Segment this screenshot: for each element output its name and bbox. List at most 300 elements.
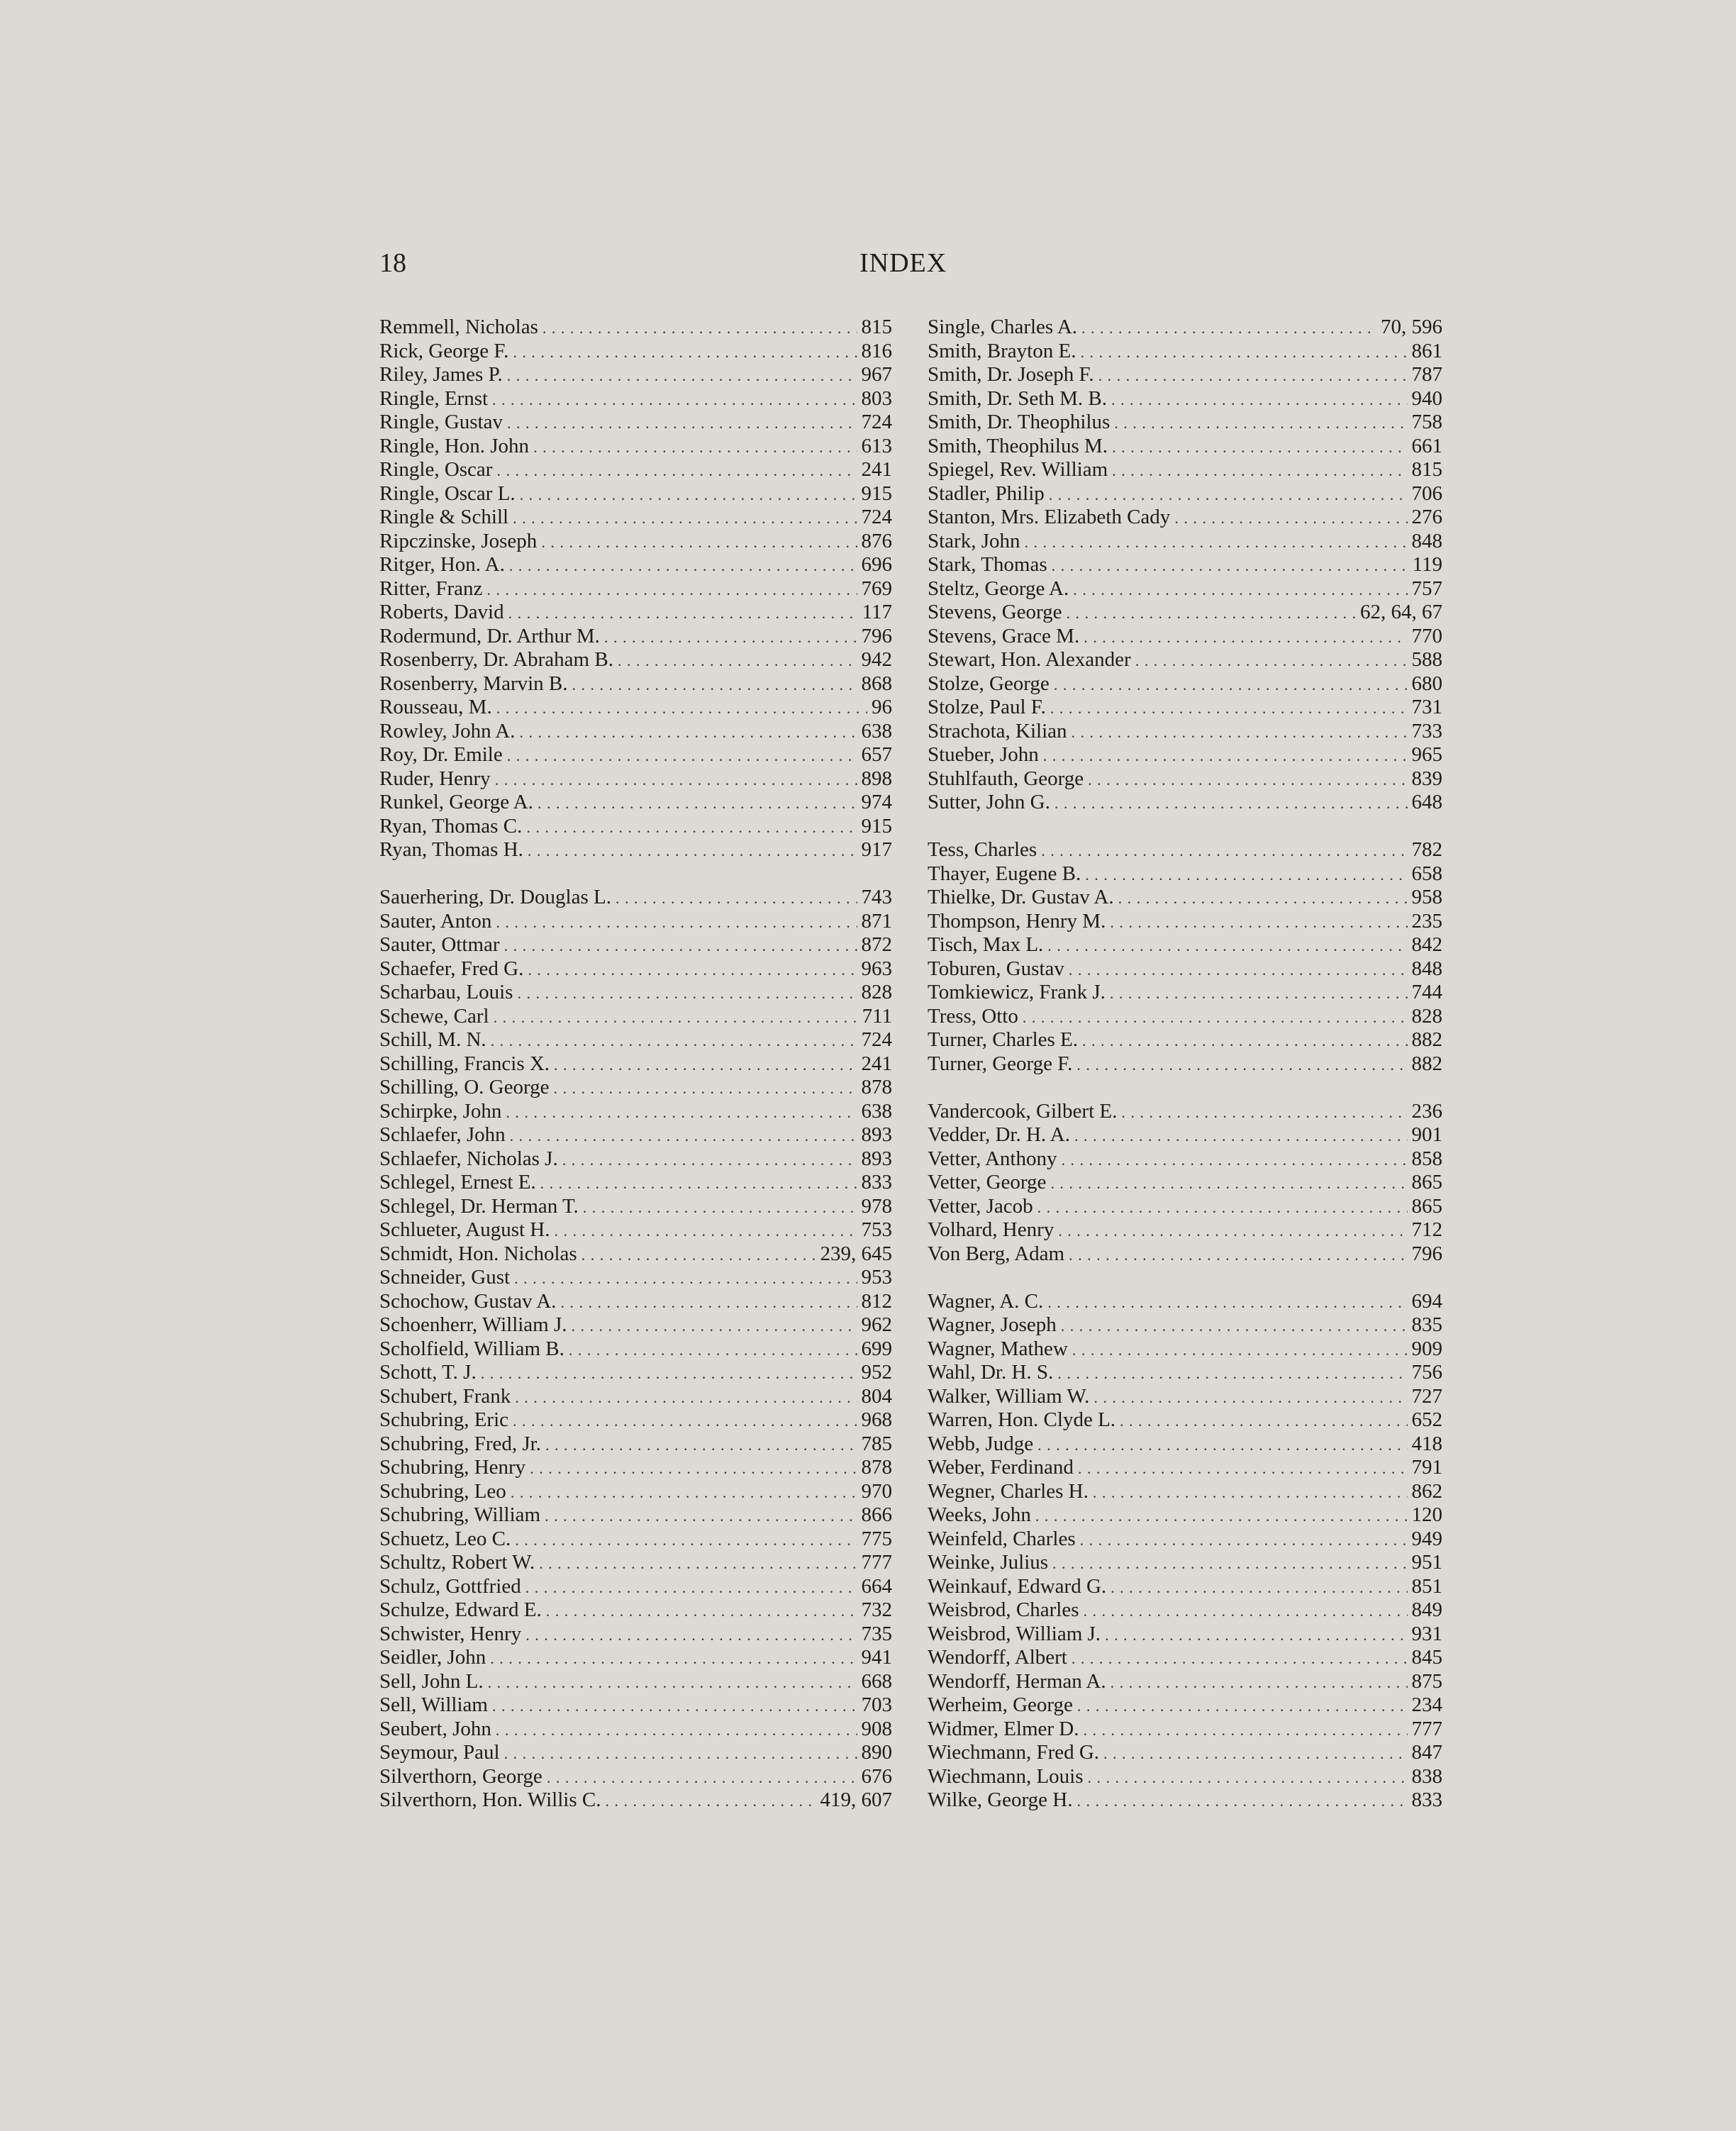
- index-entry: [928, 363, 1442, 387]
- dot-leader: [513, 506, 857, 530]
- dot-leader: [1049, 483, 1408, 507]
- index-entry: [928, 791, 1442, 815]
- dot-leader: [1084, 1599, 1408, 1623]
- entry-pages: 871: [861, 909, 892, 933]
- dot-leader: [1098, 364, 1408, 388]
- index-entry: [379, 1171, 892, 1195]
- entry-pages: 699: [861, 1337, 892, 1360]
- entry-pages: 842: [1411, 933, 1442, 956]
- dot-leader: [554, 1053, 857, 1077]
- entry-name: Turner, Charles E.: [928, 1028, 1079, 1051]
- dot-leader: [1069, 958, 1408, 982]
- entry-pages: 787: [1411, 363, 1442, 386]
- index-entry: [379, 411, 892, 435]
- entry-name: Sauerhering, Dr. Douglas L.: [379, 886, 611, 908]
- entry-name: Ringle, Oscar: [379, 458, 493, 481]
- dot-leader: [525, 1576, 857, 1600]
- entry-name: Ringle, Ernst: [379, 386, 489, 410]
- entry-pages: 828: [861, 981, 892, 1003]
- entry-pages: 775: [861, 1527, 892, 1550]
- section-gap: [379, 862, 892, 886]
- section-gap: [928, 815, 1442, 839]
- dot-leader: [495, 768, 857, 792]
- index-entry: [928, 506, 1442, 530]
- dot-leader: [504, 934, 857, 958]
- index-entry: [379, 1123, 892, 1147]
- entry-name: Tisch, Max L.: [928, 933, 1044, 956]
- index-entry: [379, 1242, 892, 1267]
- entry-name: Sauter, Ottmar: [379, 933, 500, 956]
- entry-name: Schubring, William: [379, 1503, 541, 1526]
- dot-leader: [1061, 1314, 1408, 1338]
- index-entry: [379, 1575, 892, 1599]
- entry-name: Smith, Theophilus M.: [928, 434, 1108, 457]
- index-entry: [928, 1337, 1442, 1362]
- dot-leader: [1078, 1457, 1408, 1481]
- dot-leader: [1082, 1029, 1407, 1053]
- index-entry: [928, 387, 1442, 411]
- entry-name: Schmidt, Hon. Nicholas: [379, 1242, 577, 1265]
- dot-leader: [507, 364, 857, 388]
- index-entry: [379, 1788, 892, 1813]
- index-entry: [379, 387, 892, 411]
- entry-name: Seidler, John: [379, 1646, 486, 1669]
- entry-pages: 878: [861, 1456, 892, 1479]
- dot-leader: [1076, 1789, 1407, 1813]
- entry-pages: 952: [861, 1361, 892, 1384]
- dot-leader: [1061, 1148, 1407, 1172]
- index-entry: [928, 340, 1442, 364]
- entry-pages: 858: [1411, 1147, 1442, 1170]
- entry-pages: 872: [861, 933, 892, 956]
- entry-name: Scharbau, Louis: [379, 981, 513, 1003]
- entry-name: Schirpke, John: [379, 1099, 502, 1123]
- dot-leader: [533, 435, 857, 460]
- entry-pages: 588: [1411, 648, 1442, 671]
- dot-leader: [507, 744, 857, 768]
- entry-name: Silverthorn, George: [379, 1764, 542, 1788]
- index-entry: [379, 1503, 892, 1528]
- entry-pages: 234: [1411, 1693, 1442, 1716]
- index-entry: [928, 672, 1442, 696]
- entry-pages: 849: [1411, 1598, 1442, 1621]
- entry-name: Scholfield, William B.: [379, 1337, 564, 1360]
- dot-leader: [1054, 673, 1408, 697]
- entry-name: Weber, Ferdinand: [928, 1456, 1074, 1479]
- index-entry: [379, 1765, 892, 1789]
- index-entry: [928, 1741, 1442, 1765]
- index-entry: [928, 577, 1442, 601]
- entry-pages: 970: [861, 1479, 892, 1503]
- dot-leader: [582, 1243, 816, 1267]
- index-entry: [379, 625, 892, 649]
- entry-pages: 712: [1411, 1218, 1442, 1241]
- index-entry: [379, 577, 892, 601]
- entry-name: Wendorff, Herman A.: [928, 1669, 1106, 1693]
- entry-pages: 117: [862, 601, 892, 623]
- entry-name: Schwister, Henry: [379, 1622, 522, 1645]
- entry-pages: 812: [861, 1289, 892, 1313]
- dot-leader: [1111, 388, 1408, 412]
- entry-name: Schulze, Edward E.: [379, 1598, 542, 1621]
- entry-name: Schlueter, August H.: [379, 1218, 550, 1241]
- index-entry: [379, 482, 892, 506]
- entry-pages: 833: [1411, 1788, 1442, 1811]
- index-entry: [379, 720, 892, 744]
- index-entry: [379, 1361, 892, 1385]
- index-entry: [379, 957, 892, 981]
- entry-name: Ritger, Hon. A.: [379, 553, 505, 576]
- entry-name: Ringle, Oscar L.: [379, 482, 516, 505]
- entry-pages: 239, 645: [820, 1242, 892, 1265]
- entry-pages: 838: [1411, 1764, 1442, 1788]
- entry-pages: 848: [1411, 529, 1442, 552]
- entry-pages: 890: [861, 1741, 892, 1764]
- index-entry: [928, 767, 1442, 791]
- index-entry: [928, 435, 1442, 459]
- dot-leader: [519, 720, 857, 745]
- entry-name: Schlegel, Ernest E.: [379, 1171, 536, 1194]
- dot-leader: [547, 1766, 857, 1790]
- entry-name: Ringle, Hon. John: [379, 434, 530, 457]
- entry-name: Schlaefer, John: [379, 1123, 506, 1146]
- index-entry: [928, 411, 1442, 435]
- dot-leader: [1076, 1053, 1407, 1077]
- dot-leader: [515, 1528, 857, 1552]
- entry-pages: 236: [1411, 1099, 1442, 1123]
- dot-leader: [1037, 1196, 1408, 1220]
- entry-name: Wendorff, Albert: [928, 1646, 1067, 1669]
- entry-name: Roberts, David: [379, 601, 504, 623]
- dot-leader: [542, 316, 857, 340]
- section-gap: [928, 1076, 1442, 1100]
- dot-leader: [1055, 791, 1408, 816]
- dot-leader: [511, 1481, 857, 1505]
- entry-name: Schubring, Leo: [379, 1479, 506, 1503]
- index-entry: [928, 1147, 1442, 1172]
- entry-pages: 777: [861, 1551, 892, 1574]
- entry-name: Toburen, Gustav: [928, 957, 1064, 980]
- dot-leader: [1080, 1528, 1408, 1552]
- index-entry: [379, 672, 892, 696]
- entry-name: Stolze, George: [928, 672, 1050, 695]
- entry-pages: 915: [861, 814, 892, 838]
- index-entry: [379, 1456, 892, 1480]
- index-entry: [928, 316, 1442, 340]
- index-entry: [379, 553, 892, 577]
- dot-leader: [507, 411, 857, 435]
- entry-name: Schill, M. N.: [379, 1028, 486, 1051]
- dot-leader: [1025, 530, 1408, 555]
- entry-name: Smith, Dr. Seth M. B.: [928, 386, 1107, 410]
- dot-leader: [1120, 1409, 1407, 1433]
- entry-pages: 901: [1411, 1123, 1442, 1146]
- entry-pages: 648: [1411, 791, 1442, 813]
- dot-leader: [1058, 1219, 1407, 1243]
- index-entry: [928, 458, 1442, 482]
- entry-pages: 865: [1411, 1171, 1442, 1194]
- entry-pages: 727: [1411, 1384, 1442, 1408]
- index-entry: [379, 1528, 892, 1552]
- dot-leader: [540, 1172, 857, 1196]
- dot-leader: [1110, 981, 1408, 1006]
- dot-leader: [616, 886, 857, 911]
- dot-leader: [572, 673, 857, 697]
- index-entry: [379, 458, 892, 482]
- index-entry: [928, 910, 1442, 934]
- entry-name: Ryan, Thomas C.: [379, 814, 523, 838]
- index-entry: [379, 838, 892, 862]
- entry-pages: 828: [1411, 1004, 1442, 1028]
- dot-leader: [525, 1623, 857, 1647]
- entry-pages: 782: [1411, 838, 1442, 861]
- entry-name: Strachota, Kilian: [928, 719, 1067, 742]
- index-entry: [379, 886, 892, 910]
- dot-leader: [492, 1694, 857, 1718]
- index-entry: [379, 1028, 892, 1052]
- entry-name: Stanton, Mrs. Elizabeth Cady: [928, 506, 1171, 528]
- dot-leader: [541, 530, 857, 555]
- entry-name: Schlegel, Dr. Herman T.: [379, 1194, 579, 1218]
- index-entry: [928, 743, 1442, 767]
- index-entry: [928, 1456, 1442, 1480]
- dot-leader: [1023, 1006, 1408, 1030]
- entry-name: Ringle & Schill: [379, 506, 509, 528]
- dot-leader: [605, 1789, 816, 1813]
- entry-pages: 696: [861, 553, 892, 576]
- entry-pages: 908: [861, 1717, 892, 1740]
- entry-pages: 62, 64, 67: [1360, 601, 1442, 623]
- entry-pages: 974: [861, 791, 892, 813]
- entry-name: Schulz, Gottfried: [379, 1574, 521, 1598]
- entry-pages: 664: [861, 1574, 892, 1598]
- dot-leader: [1111, 1671, 1408, 1695]
- dot-leader: [618, 649, 857, 673]
- index-column-right: [928, 316, 1442, 1813]
- entry-name: Walker, William W.: [928, 1384, 1090, 1408]
- dot-leader: [569, 1338, 857, 1362]
- index-entry: [928, 648, 1442, 672]
- entry-pages: 757: [1411, 577, 1442, 600]
- entry-pages: 694: [1411, 1289, 1442, 1313]
- entry-name: Schilling, O. George: [379, 1076, 550, 1098]
- dot-leader: [526, 816, 857, 840]
- index-entry: [379, 1005, 892, 1029]
- dot-leader: [554, 1219, 857, 1243]
- dot-leader: [494, 1006, 858, 1030]
- entry-pages: 680: [1411, 672, 1442, 695]
- entry-name: Thompson, Henry M.: [928, 909, 1106, 933]
- index-entry: [379, 743, 892, 767]
- entry-name: Schilling, Francis X.: [379, 1052, 550, 1075]
- index-entry: [379, 1076, 892, 1100]
- dot-leader: [488, 1671, 857, 1695]
- entry-name: Ritter, Franz: [379, 577, 483, 600]
- index-entry: [379, 1623, 892, 1647]
- index-entry: [928, 1123, 1442, 1147]
- dot-leader: [1035, 1504, 1408, 1528]
- entry-name: Schaefer, Fred G.: [379, 957, 524, 980]
- index-entry: [928, 1528, 1442, 1552]
- entry-name: Seubert, John: [379, 1717, 491, 1740]
- entry-name: Rosenberry, Marvin B.: [379, 672, 568, 695]
- index-entry: [379, 1598, 892, 1623]
- dot-leader: [496, 1718, 857, 1742]
- dot-leader: [1084, 625, 1407, 650]
- dot-leader: [1121, 1101, 1407, 1125]
- index-entry: [379, 1218, 892, 1242]
- entry-pages: 235: [1411, 909, 1442, 933]
- entry-name: Tess, Charles: [928, 838, 1037, 861]
- entry-name: Remmell, Nicholas: [379, 316, 538, 338]
- index-entry: [379, 435, 892, 459]
- entry-name: Wegner, Charles H.: [928, 1479, 1089, 1503]
- entry-name: Smith, Dr. Joseph F.: [928, 363, 1094, 386]
- entry-pages: 724: [861, 411, 892, 433]
- entry-pages: 241: [861, 458, 892, 481]
- entry-name: Smith, Dr. Theophilus: [928, 411, 1111, 433]
- index-entry: [928, 696, 1442, 720]
- index-entry: [379, 1290, 892, 1314]
- entry-name: Single, Charles A.: [928, 316, 1078, 338]
- index-entry: [379, 1646, 892, 1670]
- index-entry: [928, 1575, 1442, 1599]
- index-entry: [928, 625, 1442, 649]
- dot-leader: [1110, 911, 1407, 935]
- entry-pages: 915: [861, 482, 892, 505]
- entry-pages: 731: [1411, 696, 1442, 718]
- entry-pages: 898: [861, 767, 892, 790]
- entry-name: Tress, Otto: [928, 1004, 1018, 1028]
- entry-name: Sell, John L.: [379, 1669, 484, 1693]
- index-entry: [379, 1100, 892, 1124]
- dot-leader: [1088, 1766, 1408, 1790]
- index-entry: [928, 1623, 1442, 1647]
- entry-name: Thayer, Eugene B.: [928, 862, 1081, 885]
- entry-name: Turner, George F.: [928, 1052, 1073, 1075]
- entry-pages: 833: [861, 1171, 892, 1194]
- index-entry: [379, 1432, 892, 1457]
- index-entry: [928, 1503, 1442, 1528]
- entry-pages: 419, 607: [820, 1788, 892, 1811]
- entry-pages: 661: [1411, 434, 1442, 457]
- index-entry: [928, 1598, 1442, 1623]
- dot-leader: [1050, 696, 1408, 720]
- entry-name: Vetter, George: [928, 1171, 1047, 1194]
- entry-name: Schott, T. J.: [379, 1361, 477, 1384]
- dot-leader: [508, 601, 858, 625]
- entry-name: Tomkiewicz, Frank J.: [928, 981, 1106, 1003]
- entry-pages: 785: [861, 1432, 892, 1455]
- dot-leader: [515, 1386, 857, 1410]
- dot-leader: [545, 1504, 857, 1528]
- entry-name: Roy, Dr. Emile: [379, 743, 503, 766]
- index-entry: [379, 767, 892, 791]
- entry-pages: 724: [861, 1028, 892, 1051]
- dot-leader: [1118, 886, 1408, 911]
- dot-leader: [1174, 506, 1407, 530]
- dot-leader: [481, 1362, 857, 1386]
- dot-leader: [1074, 1124, 1407, 1148]
- dot-leader: [1085, 863, 1407, 887]
- entry-pages: 967: [861, 363, 892, 386]
- dot-leader: [486, 578, 857, 602]
- entry-pages: 965: [1411, 743, 1442, 766]
- entry-name: Werheim, George: [928, 1693, 1073, 1716]
- index-entry: [379, 1337, 892, 1362]
- index-column-left: [379, 316, 892, 1813]
- dot-leader: [546, 1599, 857, 1623]
- entry-name: Stevens, Grace M.: [928, 624, 1080, 647]
- index-entry: [928, 530, 1442, 554]
- dot-leader: [1052, 1552, 1407, 1576]
- entry-pages: 638: [861, 719, 892, 742]
- index-entry: [379, 1718, 892, 1742]
- dot-leader: [1057, 1362, 1407, 1386]
- index-entry: [928, 1290, 1442, 1314]
- entry-name: Widmer, Elmer D.: [928, 1717, 1079, 1740]
- section-gap: [928, 1266, 1442, 1290]
- dot-leader: [545, 1433, 857, 1457]
- entry-pages: 70, 596: [1381, 316, 1442, 338]
- dot-leader: [506, 1101, 857, 1125]
- entry-pages: 835: [1411, 1313, 1442, 1336]
- index-entry: [928, 933, 1442, 957]
- entry-name: Wahl, Dr. H. S.: [928, 1361, 1054, 1384]
- entry-name: Warren, Hon. Clyde L.: [928, 1408, 1116, 1431]
- entry-pages: 839: [1411, 767, 1442, 790]
- index-entry: [928, 1100, 1442, 1124]
- entry-name: Weinkauf, Edward G.: [928, 1574, 1107, 1598]
- index-entry: [379, 1385, 892, 1409]
- entry-name: Volhard, Henry: [928, 1218, 1055, 1241]
- entry-pages: 276: [1411, 506, 1442, 528]
- index-entry: [379, 601, 892, 625]
- entry-pages: 963: [861, 957, 892, 980]
- entry-pages: 803: [861, 386, 892, 410]
- dot-leader: [509, 554, 857, 578]
- entry-name: Stolze, Paul F.: [928, 696, 1046, 718]
- dot-leader: [514, 1267, 857, 1291]
- dot-leader: [530, 1457, 857, 1481]
- entry-name: Weinke, Julius: [928, 1551, 1049, 1574]
- entry-pages: 816: [861, 339, 892, 362]
- entry-pages: 120: [1411, 1503, 1442, 1526]
- index-entry: [379, 1147, 892, 1172]
- entry-pages: 724: [861, 506, 892, 528]
- entry-pages: 882: [1411, 1028, 1442, 1051]
- entry-pages: 851: [1411, 1574, 1442, 1598]
- dot-leader: [1043, 744, 1408, 768]
- entry-name: Stewart, Hon. Alexander: [928, 648, 1131, 671]
- index-entry: [928, 1005, 1442, 1029]
- entry-name: Weisbrod, Charles: [928, 1598, 1079, 1621]
- entry-pages: 876: [861, 529, 892, 552]
- index-entry: [928, 957, 1442, 981]
- entry-pages: 893: [861, 1123, 892, 1146]
- entry-pages: 866: [861, 1503, 892, 1526]
- dot-leader: [513, 1409, 857, 1433]
- index-entry: [379, 791, 892, 815]
- entry-name: Sauter, Anton: [379, 909, 492, 933]
- entry-pages: 940: [1411, 386, 1442, 410]
- dot-leader: [560, 1291, 857, 1315]
- entry-pages: 815: [1411, 458, 1442, 481]
- entry-pages: 96: [872, 696, 892, 718]
- entry-name: Schubring, Henry: [379, 1456, 526, 1479]
- entry-pages: 875: [1411, 1669, 1442, 1693]
- dot-leader: [510, 1124, 857, 1148]
